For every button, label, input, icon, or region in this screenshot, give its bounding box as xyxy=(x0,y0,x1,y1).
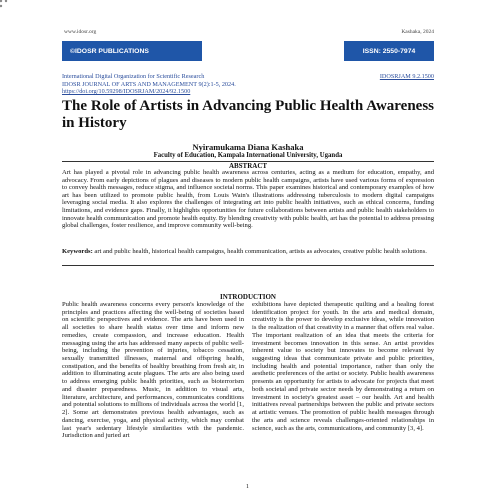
journal-citation: IDOSR JOURNAL OF ARTS AND MANAGEMENT 9(2):1-5, 2024. xyxy=(62,80,236,88)
keywords-label: Keywords: xyxy=(62,248,93,255)
organization-name: International Digital Organization for Scientific Research xyxy=(62,73,205,80)
introduction-right-column: exhibitions have depicted therapeutic quilting and a healing forest identification project for youth. In the arts and medical domain, creativity is the power to develop exclusive ideas, while innovation is the realization of that creativity in a manner that offers real value. The important realization of an idea that meets the criteria for investment becomes innovation in this sense. An artist provides inherent value to society but innovates to become relevant by suggesting ideas that communicate private and public priorities, including health and potential importance, rather than only the aesthetic preferences of the artist or society. Public health awareness presents an opportunity for artists to advocate for projects that meet both societal and private sector needs by demonstrating a return on investment in society's greatest asset – our health. Art and health initiatives reveal partnerships between the public and private sectors at artistic venues. The promotion of public health messages through the arts and science reveals challenges-oriented relationships in science, such as the arts, communications, and community [3, 4]. xyxy=(252,301,434,432)
abstract-bottom-rule xyxy=(62,265,434,266)
abstract-text: Art has played a pivotal role in advancing public health awareness across centuries, acting as a medium for education, empathy, and advocacy. From early depictions of plagues and diseases to modern public health campaigns, artists have used various forms of expression to convey health messages, reduce stigma, and influence societal norms. This paper examines historical and contemporary examples of how art has been utilized to promote public health, from Louis Wain's illustrations addressing tuberculosis to modern digital campaigns leveraging social media. It also explores the challenges of integrating art into public health initiatives, such as ethical concerns, funding limitations, and evidence gaps. Finally, it highlights opportunities for future collaborations between artists and public health stakeholders to innovate health communication and promote health equity. By blending creativity with public health, art has the potential to address pressing global challenges, foster resilience, and improve community well-being. xyxy=(62,169,434,230)
issn-banner: ISSN: 2550-7974 xyxy=(344,41,434,61)
author-year: Kashaka, 2024 xyxy=(401,29,434,35)
doi-link[interactable]: https://doi.org/10.59298/IDOSRJAM/2024/92.1500 xyxy=(62,88,191,95)
website-link[interactable]: www.idosr.org xyxy=(64,29,97,35)
author-affiliation: Faculty of Education, Kampala International University, Uganda xyxy=(153,152,343,159)
introduction-heading: INTRODUCTION xyxy=(219,293,276,301)
keywords-text: art and public health, historical health campaigns, health communication, artists as advocates, creative public health solutions. xyxy=(92,248,427,255)
publisher-banner: ©IDOSR PUBLICATIONS xyxy=(62,41,202,61)
introduction-left-column: Public health awareness concerns every person's knowledge of the principles and practices affecting the well-being of societies based on scientific perspectives and evidence. The arts have been used in all societies to share health status over time and inform new remedies, create compassion, and increase education. Health messaging using the arts has addressed many aspects of public well-being, including the prevention of injuries, tobacco cessation, sexually transmitted illnesses, maternal and offspring health, constipation, and the benefits of healthy breathing from fresh air, in addition to illuminating acute plagues. The arts are also being used to address emerging public health priorities, such as bioterrorism and disaster preparedness. Music, in addition to visual arts, literature, architecture, and performances, communicates conditions and potential solutions to millions of individuals across the world [1, 2]. Some art demonstrates previous health advantages, such as dancing, exercise, yoga, and physical activity, which may combat last year's sedentary lifestyle similarities with the pandemic. Jurisdiction and juried art xyxy=(62,301,244,440)
abstract-heading: ABSTRACT xyxy=(228,161,268,170)
page-number: 1 xyxy=(246,484,249,490)
author-name: Nyiramukama Diana Kashaka xyxy=(192,142,304,152)
paper-title: The Role of Artists in Advancing Public Health Awareness in History xyxy=(62,98,434,131)
keywords-paragraph xyxy=(62,248,434,256)
journal-code-link[interactable]: IDOSRJAM 9.2.1500 xyxy=(379,73,434,80)
decorative-corner-dots-icon xyxy=(0,0,10,10)
